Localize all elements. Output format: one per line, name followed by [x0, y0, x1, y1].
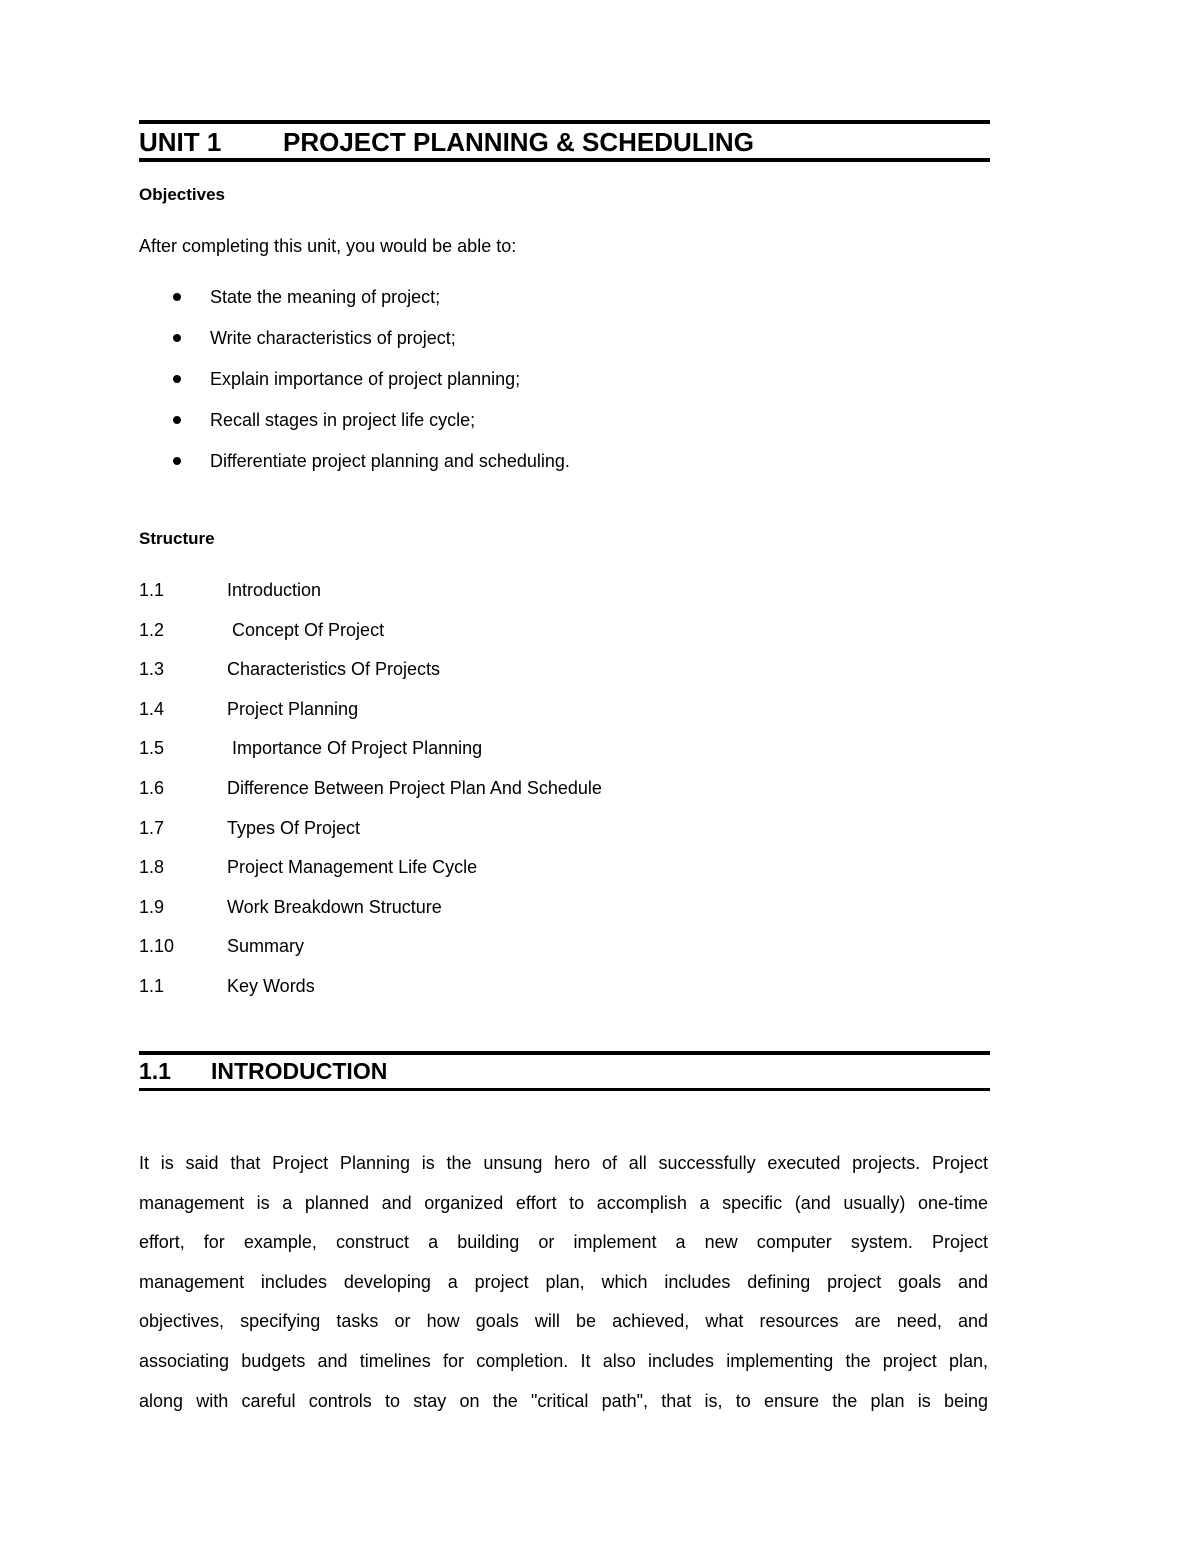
paragraph-line: management includes developing a project plan, which includes defining project goals and [139, 1271, 988, 1292]
bullet-icon [173, 416, 181, 424]
unit-heading [139, 124, 754, 160]
paragraph-line: along with careful controls to stay on the "critical path", that is, to ensure the plan is being [139, 1390, 988, 1411]
toc-item: 1.4 Project Planning [139, 698, 359, 719]
toc-item: 1.7 Types Of Project [139, 817, 361, 838]
bullet-icon [173, 293, 181, 301]
paragraph-line: associating budgets and timelines for completion. It also includes implementing the project plan, [139, 1350, 988, 1371]
unit-title: PROJECT PLANNING & SCHEDULING [283, 127, 754, 157]
list-item: Write characteristics of project; [139, 326, 570, 367]
toc-item: 1.10 Summary [139, 936, 305, 957]
bullet-icon [173, 457, 181, 465]
section-number: 1.1 [139, 1058, 171, 1084]
unit-bottom-rule [139, 158, 990, 162]
list-item: State the meaning of project; [139, 285, 570, 326]
toc-item: 1.6 Difference Between Project Plan And Schedule [139, 777, 602, 798]
structure-heading: Structure [139, 529, 215, 548]
list-item: Recall stages in project life cycle; [139, 408, 570, 449]
toc-item: 1.9 Work Breakdown Structure [139, 896, 442, 917]
toc-item: 1.2 Concept Of Project [139, 619, 385, 640]
section-heading [139, 1054, 387, 1088]
toc-item: 1.5 Importance Of Project Planning [139, 738, 483, 759]
structure-list [139, 578, 602, 1014]
toc-item: 1.1 Introduction [139, 580, 322, 600]
list-item: Differentiate project planning and scheduling. [139, 449, 570, 490]
objectives-heading: Objectives [139, 185, 225, 204]
section-title: INTRODUCTION [211, 1058, 388, 1084]
objectives-intro: After completing this unit, you would be able to: [139, 236, 517, 256]
paragraph-line: management is a planned and organized effort to accomplish a specific (and usually) one-time [139, 1192, 988, 1213]
paragraph-line: objectives, specifying tasks or how goals will be achieved, what resources are need, and [139, 1311, 988, 1332]
unit-number: UNIT 1 [139, 127, 222, 157]
toc-item: 1.8 Project Management Life Cycle [139, 857, 478, 878]
bullet-icon [173, 334, 181, 342]
toc-item: 1.1 Key Words [139, 975, 315, 996]
paragraph-line: effort, for example, construct a building or implement a new computer system. Project [139, 1232, 988, 1253]
list-item: Explain importance of project planning; [139, 367, 570, 408]
paragraph-line: It is said that Project Planning is the unsung hero of all successfully executed projects. Project [139, 1153, 988, 1173]
toc-item: 1.3 Characteristics Of Projects [139, 659, 441, 680]
intro-paragraph [139, 1144, 988, 1421]
objectives-list [139, 285, 570, 490]
intro-bottom-rule [139, 1088, 990, 1091]
bullet-icon [173, 375, 181, 383]
